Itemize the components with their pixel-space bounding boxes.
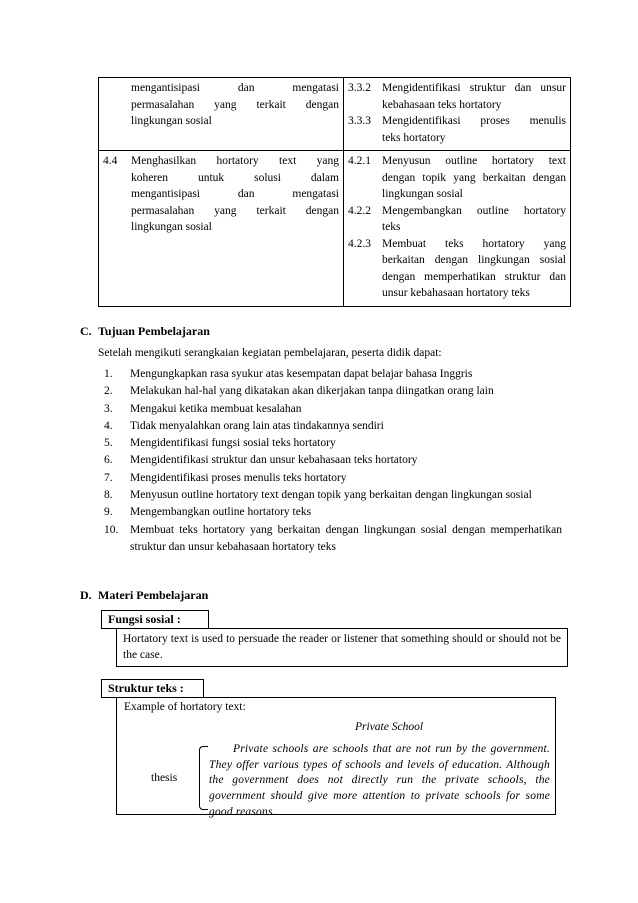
indicator-line: berkaitan dengan lingkungan sosial: [382, 254, 566, 266]
competency-line: lingkungan sosial: [131, 115, 212, 127]
indicator-number: 4.2.1: [348, 155, 371, 167]
thesis-paragraph: [209, 742, 550, 821]
basic-competency-cell: [99, 151, 344, 307]
list-item: [104, 522, 562, 557]
list-item: [104, 504, 562, 521]
list-text: Melakukan hal-hal yang dikatakan akan dikerjakan tanpa diingatkan orang lain: [130, 385, 494, 398]
objectives-intro: Setelah mengikuti serangkaian kegiatan pembelajaran, peserta didik dapat:: [98, 347, 442, 359]
list-number: 9.: [104, 506, 113, 519]
objectives-list: [104, 366, 562, 556]
section-c-heading: [80, 324, 210, 339]
competency-line: permasalahan yang terkait dengan: [131, 98, 339, 111]
indicator-number: 4.2.2: [348, 204, 371, 217]
thesis-text: Private schools are schools that are not run by the government. They offer various types of schools and levels of education. Although the government does not directly run the private schools, the government should give more attention to private schools for some good reasons.: [209, 743, 550, 818]
section-letter: C.: [80, 324, 92, 338]
list-number: 4.: [104, 419, 113, 432]
list-text: Mengakui ketika membuat kesalahan: [130, 402, 302, 415]
text-structure-heading: Struktur teks :: [101, 679, 204, 698]
indicator-line: teks hortatory: [382, 131, 446, 144]
indicator-line: lingkungan sosial: [382, 188, 463, 200]
list-text: Menyusun outline hortatory text dengan topik yang berkaitan dengan lingkungan sosial: [130, 489, 532, 502]
table-row: [99, 78, 571, 151]
list-item: [104, 418, 562, 435]
competency-table: [98, 77, 571, 307]
list-text: Mengembangkan outline hortatory teks: [130, 506, 312, 519]
competency-line: permasalahan yang terkait dengan: [131, 204, 339, 217]
social-function-body: Hortatory text is used to persuade the reader or listener that something should or should not be the case.: [116, 628, 568, 667]
competency-number: 4.4: [103, 155, 118, 167]
competency-line: mengantisipasi dan mengatasi: [131, 82, 339, 94]
competency-line: mengantisipasi dan mengatasi: [131, 188, 339, 200]
section-title: Tujuan Pembelajaran: [98, 324, 210, 338]
indicator-item: [348, 203, 566, 236]
list-number: 5.: [104, 437, 113, 450]
example-title: Private School: [355, 721, 424, 733]
social-function-heading: Fungsi sosial :: [101, 610, 209, 629]
indicator-line: Mengembangkan outline hortatory: [382, 204, 566, 217]
table-row: [99, 151, 571, 307]
competency-line: koheren untuk solusi dalam: [131, 171, 339, 184]
indicator-item: [348, 80, 566, 113]
indicator-number: 4.2.3: [348, 237, 371, 250]
list-number: 1.: [104, 368, 113, 380]
example-label: Example of hortatory text:: [124, 701, 246, 713]
indicator-number: 3.3.3: [348, 115, 371, 127]
indicator-line: Membuat teks hortatory yang: [382, 237, 566, 250]
list-number: 6.: [104, 454, 113, 467]
indicator-item: [348, 153, 566, 203]
list-number: 3.: [104, 402, 113, 415]
list-item: [104, 470, 562, 487]
list-number: 2.: [104, 385, 113, 398]
indicator-item: [348, 113, 566, 146]
indicator-line: kebahasaan teks hortatory: [382, 98, 502, 111]
list-text: Mengungkapkan rasa syukur atas kesempatan dapat belajar bahasa Inggris: [130, 368, 473, 380]
indicator-cell: [344, 78, 571, 151]
indicator-line: dengan memperhatikan struktur dan: [382, 270, 566, 283]
indicator-line: Menyusun outline hortatory text: [382, 155, 566, 167]
list-text: Tidak menyalahkan orang lain atas tindakannya sendiri: [130, 419, 384, 432]
thesis-label: thesis: [151, 772, 178, 784]
list-text: Mengidentifikasi proses menulis teks hortatory: [130, 471, 347, 484]
indicator-item: [348, 236, 566, 302]
list-text: Membuat teks hortatory yang berkaitan dengan lingkungan sosial dengan memperhatikan struktur dan unsur kebahasaan hortatory teks: [130, 523, 562, 553]
indicator-line: dengan topik yang berkaitan dengan: [382, 171, 566, 184]
basic-competency-cell: [99, 78, 344, 151]
section-letter: D.: [80, 588, 92, 602]
list-number: 7.: [104, 471, 113, 484]
list-item: [104, 366, 562, 383]
indicator-line: Mengidentifikasi struktur dan unsur: [382, 82, 566, 94]
list-item: [104, 452, 562, 469]
list-text: Mengidentifikasi struktur dan unsur kebahasaan teks hortatory: [130, 454, 418, 467]
section-title: Materi Pembelajaran: [98, 588, 209, 602]
section-d-heading: [80, 588, 208, 603]
list-number: 10.: [104, 523, 119, 536]
indicator-line: unsur kebahasaan hortatory teks: [382, 287, 530, 299]
list-item: [104, 383, 562, 400]
indicator-line: teks: [382, 221, 401, 233]
competency-line: lingkungan sosial: [131, 221, 212, 233]
indicator-line: Mengidentifikasi proses menulis: [382, 115, 566, 127]
indicator-number: 3.3.2: [348, 82, 371, 94]
list-text: Mengidentifikasi fungsi sosial teks hortatory: [130, 437, 336, 450]
list-item: [104, 487, 562, 504]
list-item: [104, 401, 562, 418]
list-item: [104, 435, 562, 452]
indicator-cell: [344, 151, 571, 307]
list-number: 8.: [104, 489, 113, 502]
competency-line: Menghasilkan hortatory text yang: [131, 155, 339, 167]
bracket-icon: [199, 746, 208, 810]
